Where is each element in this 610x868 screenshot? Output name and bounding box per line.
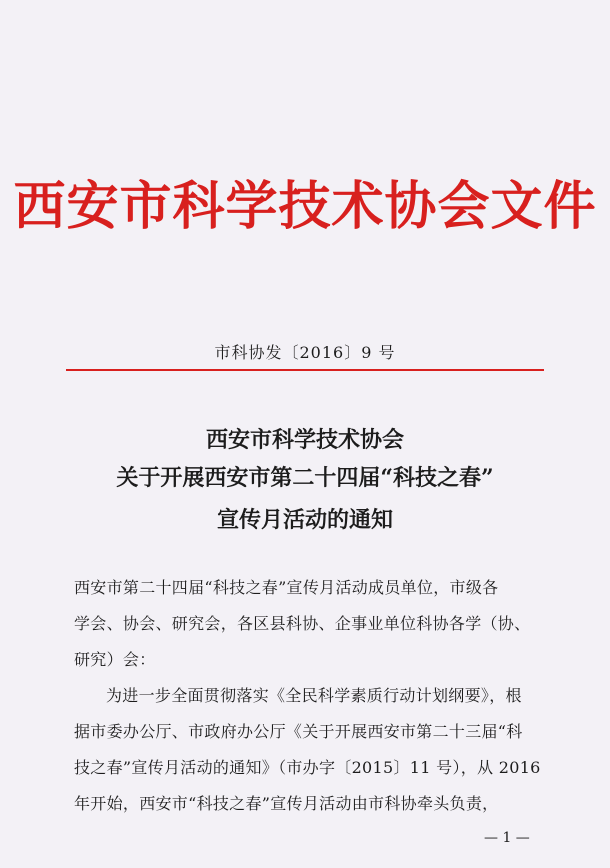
notice-title-line-2: 关于开展西安市第二十四届“科技之春” <box>116 465 494 491</box>
body-line-5: 据市委办公厅、市政府办公厅《关于开展西安市第二十三届“科 <box>74 722 523 741</box>
body-line-4: 为进一步全面贯彻落实《全民科学素质行动计划纲要》，根 <box>106 686 522 705</box>
document-header-title: 西安市科学技术协会文件 <box>13 176 597 237</box>
body-line-6: 技之春”宣传月活动的通知》（市办字〔2015〕11 号），从 2016 <box>74 758 541 777</box>
page-number: — 1 — <box>484 830 530 846</box>
body-line-1: 西安市第二十四届“科技之春”宣传月活动成员单位，市级各 <box>74 578 499 597</box>
body-line-7: 年开始，西安市“科技之春”宣传月活动由市科协牵头负责， <box>74 794 499 813</box>
header-red-divider <box>66 369 544 371</box>
document-number: 市科协发〔2016〕9 号 <box>214 343 396 362</box>
notice-title-line-1: 西安市科学技术协会 <box>205 427 404 453</box>
notice-title-line-3: 宣传月活动的通知 <box>216 507 393 533</box>
body-line-2: 学会、协会、研究会，各区县科协、企事业单位科协各学（协、 <box>74 614 531 633</box>
body-line-3: 研究）会： <box>74 650 156 669</box>
